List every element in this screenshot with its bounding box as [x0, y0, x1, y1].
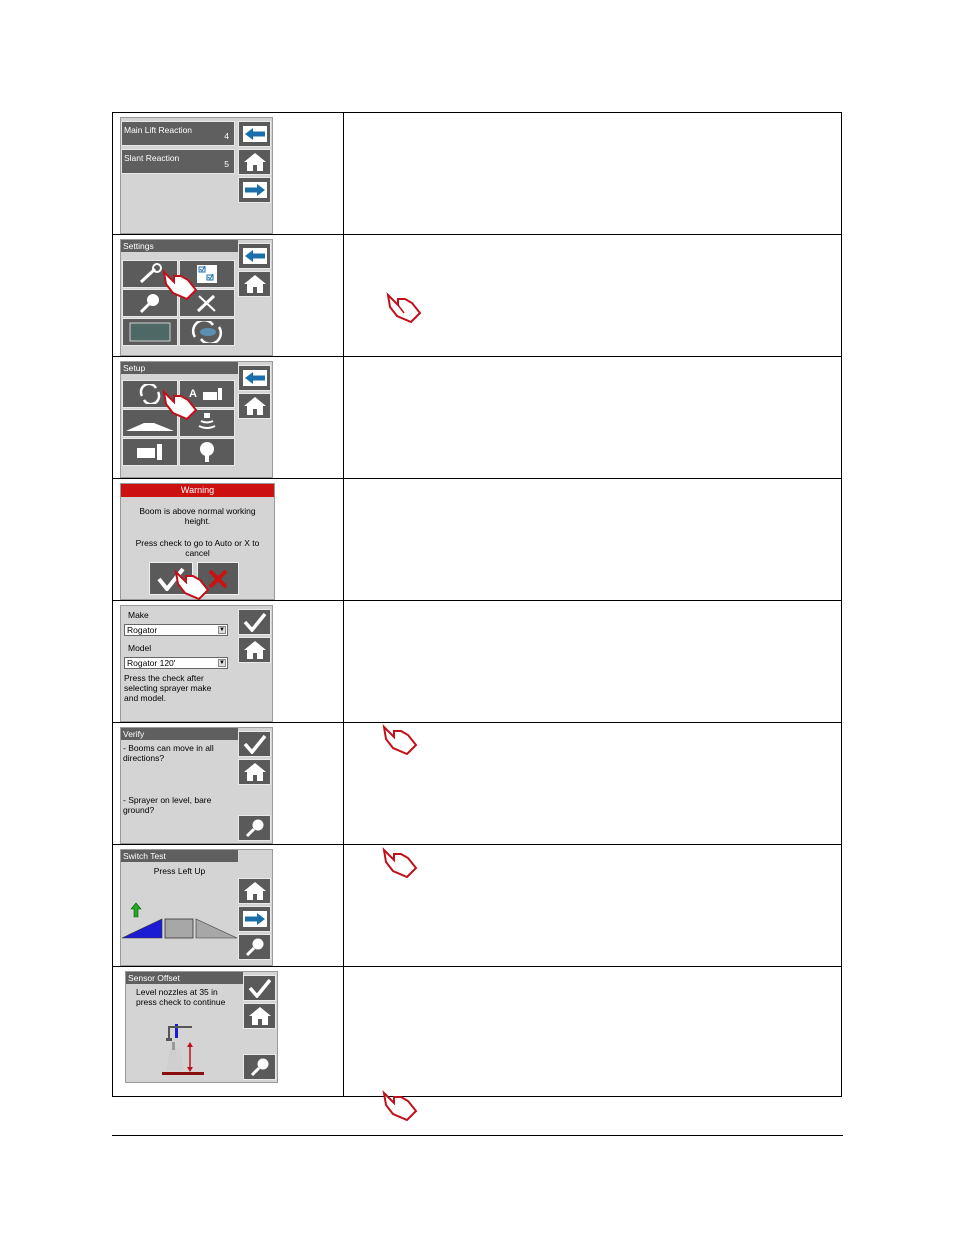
list-item-main-lift[interactable]: [121, 121, 235, 146]
screen-title: Setup: [121, 362, 238, 374]
confirm-button[interactable]: [238, 731, 271, 757]
screenshot-cell: [113, 601, 344, 723]
pointing-hand-icon: [381, 844, 421, 878]
ucs-sync-button[interactable]: [179, 318, 235, 346]
forward-button[interactable]: [238, 906, 271, 932]
settings-screen: [120, 239, 273, 356]
wrench-icon: [136, 263, 164, 285]
home-button[interactable]: [238, 149, 271, 175]
description-cell: [343, 479, 841, 601]
search-icon: [248, 1057, 272, 1077]
screenshot-cell: [113, 479, 344, 601]
table-row: [113, 845, 842, 967]
confirm-button[interactable]: [243, 975, 276, 1001]
question-line: ground?: [123, 805, 155, 815]
description-cell: [343, 967, 841, 1097]
warning-screen: [120, 483, 275, 600]
question-line: directions?: [123, 753, 165, 763]
home-icon: [243, 396, 267, 416]
home-button[interactable]: [238, 393, 271, 419]
boom-section-icon: [201, 386, 225, 402]
table-row: [113, 723, 842, 845]
note-line: Press the check after: [124, 673, 204, 683]
table-row: [113, 967, 842, 1097]
screenshot-cell: [113, 845, 344, 967]
boom-section-icon: [135, 442, 165, 462]
reaction-screen: [120, 117, 273, 234]
home-icon: [243, 152, 267, 172]
list-item-value: 5: [224, 159, 229, 169]
screenshot-cell: [113, 357, 344, 479]
warning-line: Boom is above normal working: [139, 506, 256, 516]
forward-arrow-icon: [242, 181, 268, 199]
warning-message: [121, 506, 274, 558]
description-cell: [343, 113, 841, 235]
back-button[interactable]: [238, 121, 271, 147]
back-arrow-icon: [242, 247, 268, 265]
forward-button[interactable]: [238, 177, 271, 203]
warning-title: Warning: [121, 484, 274, 497]
home-icon: [243, 274, 267, 294]
home-icon: [243, 640, 267, 660]
pointing-hand-icon: [381, 721, 421, 755]
search-button[interactable]: [238, 934, 271, 960]
list-item-value: 4: [224, 131, 229, 141]
check-icon: [243, 734, 267, 754]
table-row: [113, 601, 842, 723]
pointing-hand-icon: [173, 566, 213, 600]
list-item-label: Slant Reaction: [124, 153, 180, 163]
question-line: - Booms can move in all: [123, 743, 214, 753]
home-button[interactable]: [238, 878, 271, 904]
home-icon: [243, 762, 267, 782]
pointing-hand-icon: [381, 1087, 421, 1121]
home-button[interactable]: [238, 271, 271, 297]
forward-arrow-icon: [242, 910, 268, 928]
warning-line: cancel: [185, 548, 210, 558]
table-row: [113, 357, 842, 479]
verify-screen: [120, 727, 273, 844]
model-label: Model: [128, 643, 152, 653]
recalibrate-icon: [138, 384, 162, 404]
search-icon: [243, 818, 267, 838]
instruction-note: [124, 673, 211, 703]
boom-diagram-icon: [121, 915, 238, 939]
location-button[interactable]: [179, 438, 235, 466]
pointing-hand-icon: [385, 289, 425, 323]
screenshot-cell: [113, 235, 344, 357]
table-row: [113, 479, 842, 601]
note-line: and model.: [124, 693, 167, 703]
display-button[interactable]: [122, 318, 178, 346]
auto-letter: A: [189, 388, 197, 400]
model-value: Rogator 120': [127, 658, 176, 668]
screenshot-cell: [113, 967, 344, 1097]
home-button[interactable]: [238, 637, 271, 663]
instruction-table: [112, 112, 842, 1097]
search-button[interactable]: [238, 815, 271, 841]
question-line: - Sprayer on level, bare: [123, 795, 212, 805]
model-select[interactable]: [124, 657, 228, 669]
list-item-label: Main Lift Reaction: [124, 125, 193, 135]
make-label: Make: [128, 610, 149, 620]
boom-section-button[interactable]: [122, 438, 178, 466]
check-icon: [248, 978, 272, 998]
chevron-down-icon: ▼: [219, 660, 225, 666]
make-model-screen: [120, 605, 273, 722]
back-button[interactable]: [238, 365, 271, 391]
home-icon: [248, 1006, 272, 1026]
sensor-offset-screen: [125, 971, 278, 1083]
table-row: [113, 235, 842, 357]
search-button[interactable]: [243, 1054, 276, 1080]
screenshot-cell: [113, 113, 344, 235]
screenshot-cell: [113, 723, 344, 845]
warning-line: height.: [184, 516, 211, 526]
offset-instruction: [136, 987, 225, 1007]
screen-title: Sensor Offset: [126, 972, 243, 984]
instruction-line: Level nozzles at 35 in: [136, 987, 218, 997]
pointing-hand-icon: [161, 266, 201, 300]
footer-divider: [112, 1135, 843, 1136]
instruction-line: press check to continue: [136, 997, 226, 1007]
location-pin-icon: [197, 441, 217, 463]
home-button[interactable]: [238, 759, 271, 785]
home-icon: [243, 881, 267, 901]
list-item-slant[interactable]: [121, 149, 235, 174]
sync-icon: [189, 321, 225, 343]
pointing-hand-icon: [161, 386, 201, 420]
display-icon: [128, 321, 172, 343]
note-line: selecting sprayer make: [124, 683, 212, 693]
description-cell: [343, 601, 841, 723]
back-arrow-icon: [242, 125, 268, 143]
switch-test-screen: [120, 849, 273, 966]
description-cell: [343, 357, 841, 479]
check-icon: [243, 612, 267, 632]
screen-title: Verify: [121, 728, 238, 740]
back-button[interactable]: [238, 243, 271, 269]
home-button[interactable]: [243, 1003, 276, 1029]
back-arrow-icon: [242, 369, 268, 387]
screen-title: Settings: [121, 240, 238, 252]
test-prompt: Press Left Up: [153, 866, 206, 876]
make-value: Rogator: [127, 625, 158, 635]
screen-title: Switch Test: [121, 850, 238, 862]
make-select[interactable]: [124, 624, 228, 636]
setup-screen: [120, 361, 273, 478]
verify-question: [123, 743, 214, 763]
warning-line: Press check to go to Auto or X to: [135, 538, 260, 548]
nozzle-height-icon: [162, 1022, 204, 1078]
verify-question: [123, 795, 211, 815]
table-row: [113, 113, 842, 235]
search-icon: [137, 292, 163, 314]
search-icon: [243, 937, 267, 957]
chevron-down-icon: ▼: [219, 627, 225, 633]
confirm-button[interactable]: [238, 609, 271, 635]
